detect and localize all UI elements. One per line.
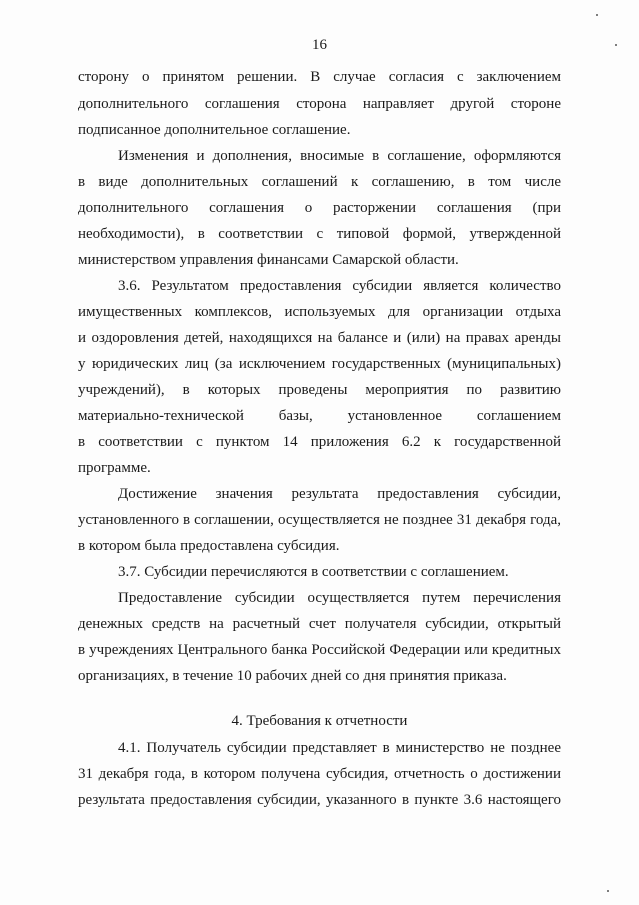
paragraph-line: сторону о принятом решении. В случае согласия с заключением xyxy=(78,69,561,85)
paragraph-line: Достижение значения результата предоставления субсидии, xyxy=(118,486,561,502)
paragraph-line: 31 декабря года, в котором получена субсидия, отчетность о достижении xyxy=(78,766,561,782)
paragraph-line: 4.1. Получатель субсидии представляет в министерство не позднее xyxy=(118,740,561,756)
scan-speck xyxy=(615,44,617,46)
paragraph-line: материально-технической базы, установленное соглашением xyxy=(78,408,561,424)
paragraph-line: денежных средств на расчетный счет получателя субсидии, открытый xyxy=(78,616,561,632)
paragraph-line: Изменения и дополнения, вносимые в соглашение, оформляются xyxy=(118,148,561,164)
paragraph-line: 3.7. Субсидии перечисляются в соответствии с соглашением. xyxy=(118,564,509,580)
section-heading: 4. Требования к отчетности xyxy=(231,713,408,729)
paragraph-line: подписанное дополнительное соглашение. xyxy=(78,122,351,138)
paragraph-line: учреждений), в которых проведены мероприятия по развитию xyxy=(78,382,561,398)
paragraph-line: результата предоставления субсидии, указанного в пункте 3.6 настоящего xyxy=(78,792,561,808)
paragraph-line: у юридических лиц (за исключением государственных (муниципальных) xyxy=(78,356,561,372)
paragraph-line: дополнительного соглашения сторона направляет другой стороне xyxy=(78,96,561,112)
paragraph-line: организациях, в течение 10 рабочих дней со дня принятия приказа. xyxy=(78,668,507,684)
paragraph-line: в виде дополнительных соглашений к соглашению, в том числе xyxy=(78,174,561,190)
paragraph-line: министерством управления финансами Самарской области. xyxy=(78,252,459,268)
paragraph-line: Предоставление субсидии осуществляется путем перечисления xyxy=(118,590,561,606)
paragraph-line: в учреждениях Центрального банка Российской Федерации или кредитных xyxy=(78,642,561,658)
paragraph-line: 3.6. Результатом предоставления субсидии является количество xyxy=(118,278,561,294)
paragraph-line: дополнительного соглашения о расторжении соглашения (при xyxy=(78,200,561,216)
paragraph-line: и оздоровления детей, находящихся на балансе и (или) на правах аренды xyxy=(78,330,561,346)
page-number: 16 xyxy=(312,37,327,53)
paragraph-line: в котором была предоставлена субсидия. xyxy=(78,538,340,554)
paragraph-line: необходимости), в соответствии с типовой формой, утвержденной xyxy=(78,226,561,242)
paragraph-line: в соответствии с пунктом 14 приложения 6.2 к государственной xyxy=(78,434,561,450)
paragraph-line: программе. xyxy=(78,460,151,476)
paragraph-line: имущественных комплексов, используемых для организации отдыха xyxy=(78,304,561,320)
scan-speck xyxy=(607,890,609,892)
scan-speck xyxy=(596,14,598,16)
paragraph-line: установленного в соглашении, осуществляется не позднее 31 декабря года, xyxy=(78,512,561,528)
